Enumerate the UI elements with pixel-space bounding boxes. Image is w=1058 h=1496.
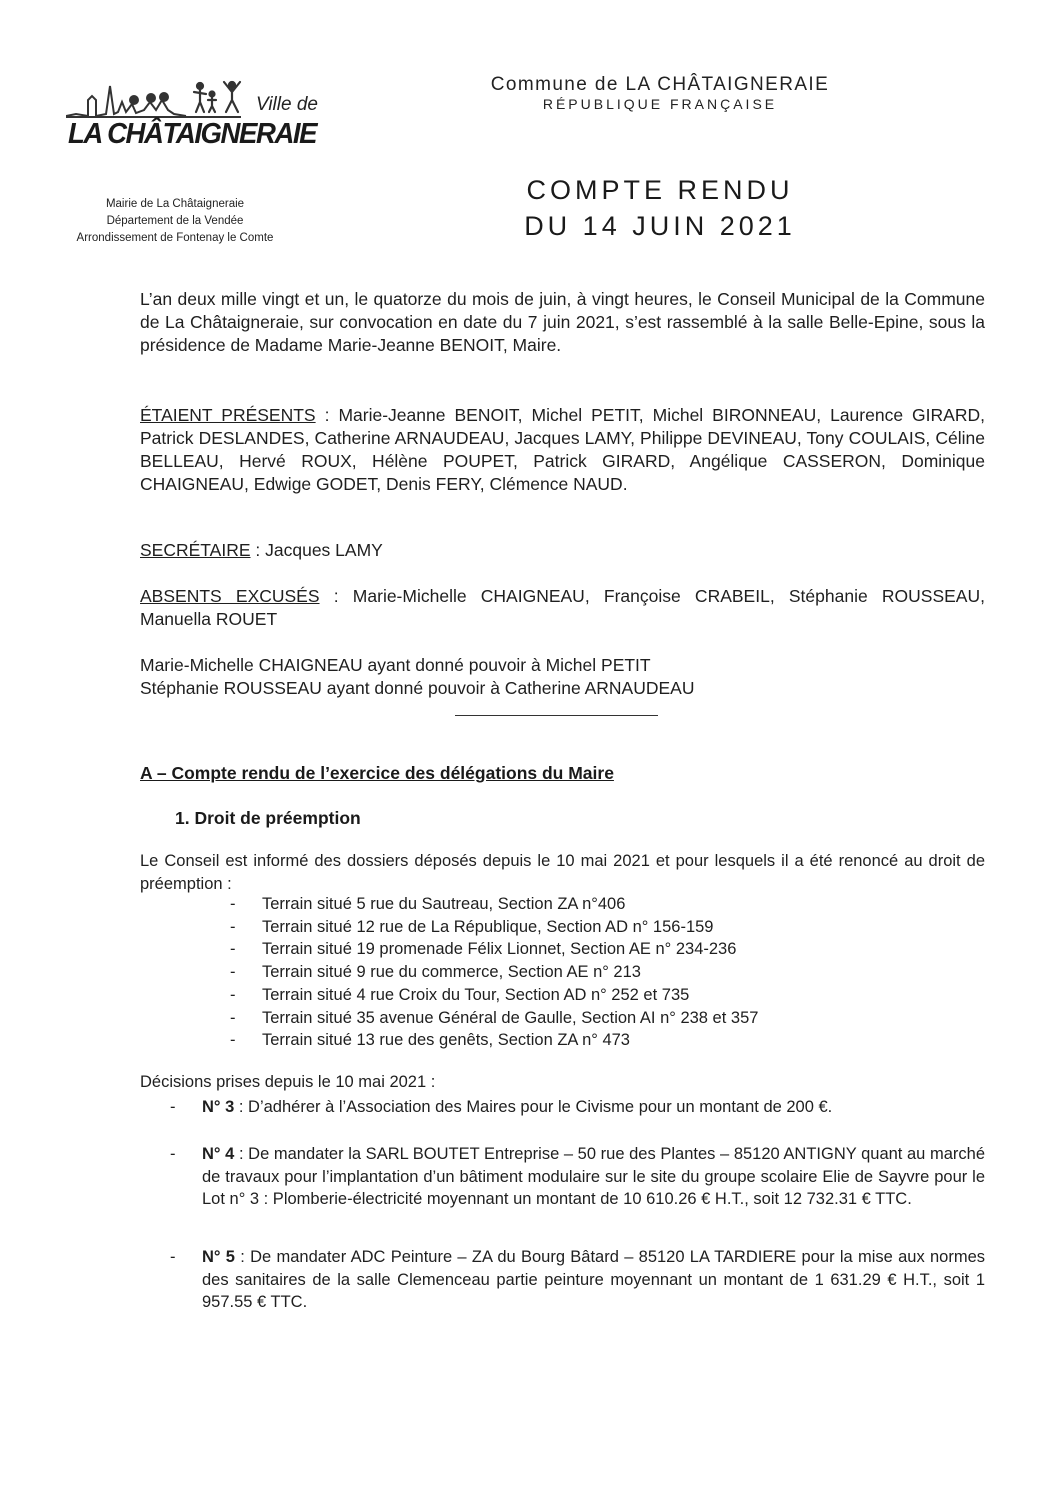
presents-label: ÉTAIENT PRÉSENTS: [140, 405, 316, 425]
decision-number: N° 4: [202, 1145, 235, 1163]
secretaire-name: : Jacques LAMY: [250, 540, 383, 560]
subsection-1-heading: 1. Droit de préemption: [175, 808, 361, 828]
mairie-line: Mairie de La Châtaigneraie: [105, 198, 245, 210]
absents-paragraph: [140, 585, 985, 631]
decision-text: : De mandater ADC Peinture – ZA du Bourg Bâtard – 85120 LA TARDIERE pour la mise aux normes des sanitaires de la salle Clemenceau partie peinture moyennant un montant de 1 631.29 € H.T., soit 1 957.55 € TTC.: [202, 1248, 985, 1312]
list-item: - Terrain situé 9 rue du commerce, Section AE n° 213: [230, 963, 641, 982]
presents-list: : Marie-Jeanne BENOIT, Michel PETIT, Michel BIRONNEAU, Laurence GIRARD, Patrick DESLANDES, Catherine ARNAUDEAU, Jacques LAMY, Philippe DEVINEAU, Tony COULAIS, Céline BELLEAU, Hervé ROUX, Hélène POUPET, Patrick GIRARD, Angélique CASSERON, Dominique CHAIGNEAU, Edwige GODET, Denis FERY, Clémence NAUD.: [140, 405, 985, 494]
document-title: COMPTE RENDU: [526, 175, 794, 205]
pouvoir-line: Stéphanie ROUSSEAU ayant donné pouvoir à Catherine ARNAUDEAU: [140, 678, 695, 698]
commune-heading: Commune de LA CHÂTAIGNERAIE: [490, 74, 830, 95]
decision-item: - N° 4 : De mandater la SARL BOUTET Entreprise – 50 rue des Plantes – 85120 ANTIGNY quant au marché de travaux pour l’implantation d’un bâtiment modulaire sur le site du groupe scolaire Elie de Sayvre pour le Lot n° 3 : Plomberie-électricité moyennant un montant de 10 610.26 € H.T., soit 12 732.31 € TTC.: [170, 1145, 986, 1209]
decision-item: - N° 3 : D’adhérer à l’Association des Maires pour le Civisme pour un montant de 200 €.: [170, 1098, 833, 1116]
absents-label: ABSENTS EXCUSÉS: [140, 586, 320, 606]
decision-number: N° 5: [202, 1248, 235, 1266]
separator-line: [455, 715, 658, 716]
decision-text: : De mandater la SARL BOUTET Entreprise – 50 rue des Plantes – 85120 ANTIGNY quant au marché de travaux pour l’implantation d’un bâtiment modulaire sur le site du groupe scolaire Elie de Sayvre pour le Lot n° 3 : Plomberie-électricité moyennant un montant de 10 610.26 € H.T., soit 12 732.31 € TTC.: [202, 1145, 986, 1209]
list-item: - Terrain situé 4 rue Croix du Tour, Section AD n° 252 et 735: [230, 985, 690, 1004]
republique-heading: RÉPUBLIQUE FRANÇAISE: [542, 96, 778, 112]
mairie-info: [40, 196, 310, 247]
municipal-logo: [66, 80, 338, 160]
logo-town-name: LA CHÂTAIGNERAIE: [68, 118, 317, 150]
secretaire-paragraph: [140, 539, 985, 562]
list-item: - Terrain situé 19 promenade Félix Lionnet, Section AE n° 234-236: [230, 940, 737, 959]
decision-number: N° 3: [202, 1098, 235, 1116]
secretaire-label: SECRÉTAIRE: [140, 540, 251, 560]
section-a-heading: A – Compte rendu de l’exercice des délégations du Maire: [140, 763, 614, 783]
pouvoirs-block: [140, 654, 985, 700]
presents-paragraph: [140, 404, 985, 496]
arrondissement-line: Arrondissement de Fontenay le Comte: [76, 232, 274, 244]
intro-paragraph: L’an deux mille vingt et un, le quatorze du mois de juin, à vingt heures, le Conseil Municipal de la Commune de La Châtaigneraie, sur convocation en date du 7 juin 2021, s’est rassemblé à la salle Belle-Epine, sous la présidence de Madame Marie-Jeanne BENOIT, Maire.: [140, 289, 985, 355]
preemption-intro: Le Conseil est informé des dossiers déposés depuis le 10 mai 2021 et pour lesquels il a été renoncé au droit de préemption :: [140, 852, 985, 893]
pouvoir-line: Marie-Michelle CHAIGNEAU ayant donné pouvoir à Michel PETIT: [140, 655, 651, 675]
decision-item: - N° 5 : De mandater ADC Peinture – ZA du Bourg Bâtard – 85120 LA TARDIERE pour la mise aux normes des sanitaires de la salle Clemenceau partie peinture moyennant un montant de 1 631.29 € H.T., soit 1 957.55 € TTC.: [170, 1248, 985, 1312]
logo-ville-de: Ville de: [256, 94, 318, 115]
decision-text: : D’adhérer à l’Association des Maires pour le Civisme pour un montant de 200 €.: [234, 1098, 833, 1116]
document-date: DU 14 JUIN 2021: [524, 211, 796, 241]
departement-line: Département de la Vendée: [106, 215, 244, 227]
absents-list: : Marie-Michelle CHAIGNEAU, Françoise CRABEIL, Stéphanie ROUSSEAU, Manuella ROUET: [140, 586, 985, 629]
list-item: - Terrain situé 5 rue du Sautreau, Section ZA n°406: [230, 895, 626, 913]
list-item: - Terrain situé 12 rue de La République, Section AD n° 156-159: [230, 917, 714, 936]
decisions-intro: Décisions prises depuis le 10 mai 2021 :: [140, 1073, 436, 1091]
list-item: - Terrain situé 13 rue des genêts, Section ZA n° 473: [230, 1031, 630, 1050]
terrains-list: [230, 893, 758, 1052]
list-item: - Terrain situé 35 avenue Général de Gaulle, Section AI n° 238 et 357: [230, 1008, 759, 1027]
